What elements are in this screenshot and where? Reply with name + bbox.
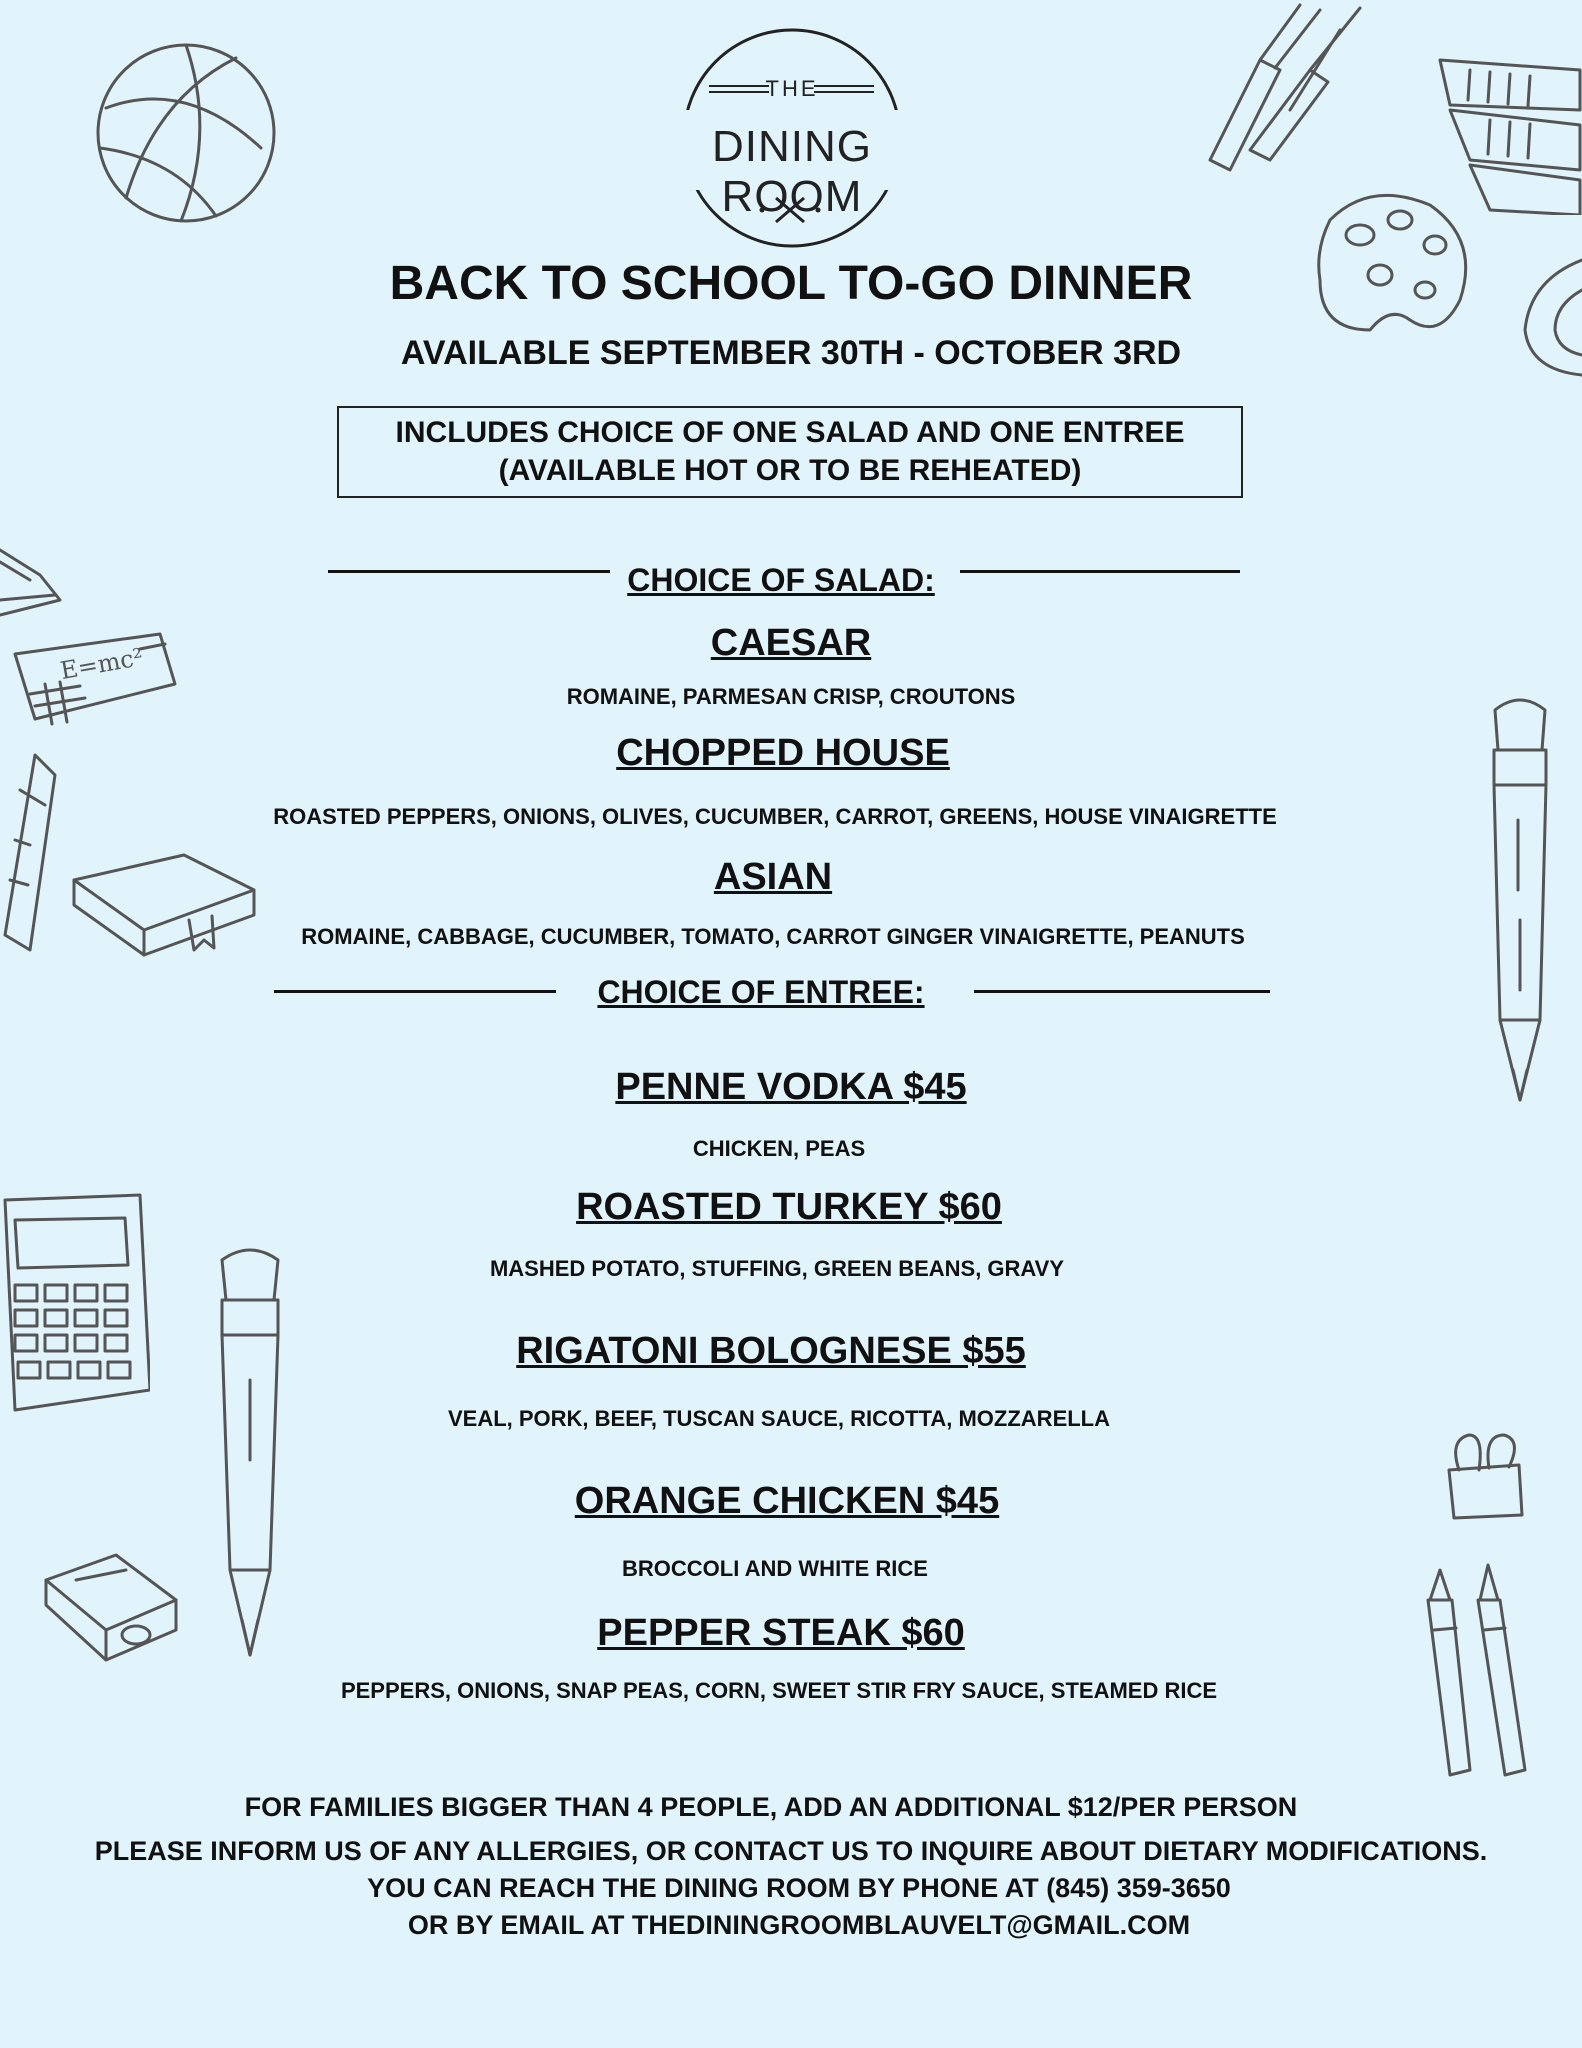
entree-description: VEAL, PORK, BEEF, TUSCAN SAUCE, RICOTTA, MOZZARELLA xyxy=(447,1406,1111,1431)
basketball-icon xyxy=(86,38,286,228)
includes-box xyxy=(337,406,1243,498)
entree-description: PEPPERS, ONIONS, SNAP PEAS, CORN, SWEET STIR FRY SAUCE, STEAMED RICE xyxy=(340,1678,1218,1703)
logo-the: THE xyxy=(765,76,819,101)
entree-heading: CHOICE OF ENTREE: xyxy=(597,974,925,1010)
entree-name: ORANGE CHICKEN $45 xyxy=(574,1480,1000,1522)
salad-name: CHOPPED HOUSE xyxy=(616,732,950,774)
page-title: BACK TO SCHOOL TO-GO DINNER xyxy=(389,257,1193,310)
footer-email: OR BY EMAIL AT THEDININGROOMBLAUVELT@GMAIL.COM xyxy=(407,1910,1191,1940)
entree-description: MASHED POTATO, STUFFING, GREEN BEANS, GRAVY xyxy=(489,1256,1065,1281)
entree-description: CHICKEN, PEAS xyxy=(692,1136,866,1161)
pencil-left-icon xyxy=(210,1240,290,1660)
entree-description: BROCCOLI AND WHITE RICE xyxy=(622,1556,928,1581)
entree-name: PEPPER STEAK $60 xyxy=(597,1612,965,1654)
availability-dates: AVAILABLE SEPTEMBER 30TH - OCTOBER 3RD xyxy=(400,334,1182,372)
includes-line-1: INCLUDES CHOICE OF ONE SALAD AND ONE ENTREE xyxy=(395,416,1185,449)
salad-description: ROMAINE, PARMESAN CRISP, CROUTONS xyxy=(566,684,1016,709)
salad-heading: CHOICE OF SALAD: xyxy=(627,562,935,598)
formula-text: E=mc² xyxy=(58,642,146,686)
logo xyxy=(664,26,920,256)
footer-phone: YOU CAN REACH THE DINING ROOM BY PHONE AT (845) 359-3650 xyxy=(367,1873,1231,1903)
salad-name: ASIAN xyxy=(713,856,833,898)
salad-description: ROASTED PEPPERS, ONIONS, OLIVES, CUCUMBER, CARROT, GREENS, HOUSE VINAIGRETTE xyxy=(273,804,1277,829)
entree-name: ROASTED TURKEY $60 xyxy=(576,1186,1002,1228)
salad-name: CAESAR xyxy=(710,622,872,664)
paintbrushes-icon xyxy=(1190,0,1380,175)
footer-allergies: PLEASE INFORM US OF ANY ALLERGIES, OR CONTACT US TO INQUIRE ABOUT DIETARY MODIFICATIONS. xyxy=(94,1836,1488,1866)
footer-families: FOR FAMILIES BIGGER THAN 4 PEOPLE, ADD AN ADDITIONAL $12/PER PERSON xyxy=(244,1792,1298,1822)
pens-icon xyxy=(1410,1560,1535,1785)
includes-line-2: (AVAILABLE HOT OR TO BE REHEATED) xyxy=(498,454,1082,487)
logo-name: DINING ROOM xyxy=(712,122,872,221)
entree-name: RIGATONI BOLOGNESE $55 xyxy=(516,1330,1026,1372)
entree-name: PENNE VODKA $45 xyxy=(615,1066,967,1108)
salad-description: ROMAINE, CABBAGE, CUCUMBER, TOMATO, CARROT GINGER VINAIGRETTE, PEANUTS xyxy=(301,924,1245,949)
